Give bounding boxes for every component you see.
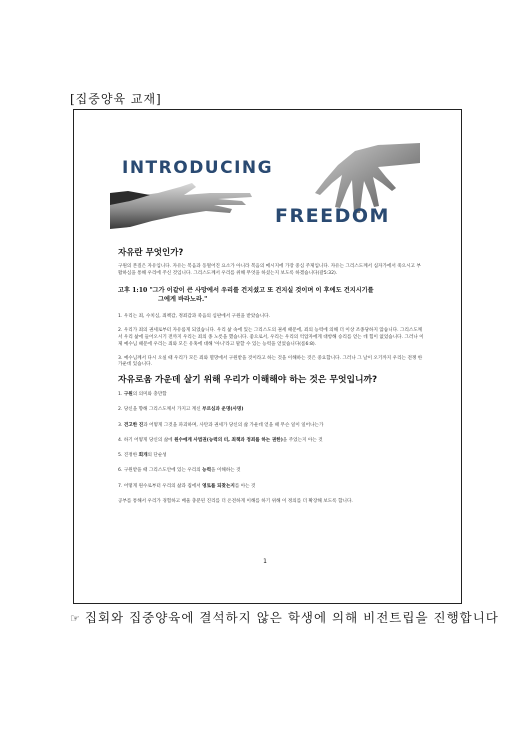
header-label: [집중양육 교재] <box>70 92 162 106</box>
content <box>118 250 424 513</box>
list-item: 6. 구원받을 때 그리스도안에 있는 우리의 능력을 이해하는 것 <box>118 468 241 474</box>
pointing-hand-icon: ☞ <box>70 612 81 625</box>
hero-title-freedom: FREEDOM <box>275 205 390 227</box>
list-item: 3. 예수님께서 다시 오실 때 우리가 모든 죄와 멸망에서 구원받을 것이라고 하는 것을 이해하는 것은 중요합니다. 그러나 그 날이 오기까지 우리는 전쟁 한가운데 있습니다. <box>118 355 423 368</box>
list-item: 3. 견고한 진과 어떻게 그것을 파괴하며, 사탄과 권세가 당신의 삶 가운데 얻을 때 무슨 일이 일어나는가 <box>118 422 324 428</box>
verse-line-2: 그에게 바라노라." <box>158 296 208 304</box>
list-item: 1. 구원의 의미와 충만함 <box>118 391 167 397</box>
section-heading-living-in-freedom: 자유로움 가운데 살기 위해 우리가 이해해야 하는 것은 무엇입니까? <box>118 375 378 386</box>
introducing-freedom-hero <box>110 135 420 245</box>
lower-hand-icon <box>110 183 252 229</box>
page-number: 1 <box>263 558 267 565</box>
list-item: 2. 우리가 죄의 권세로부터 자유롭게 되었습니다. 우리 삶 속에 있는 그리스도의 권세 때문에, 죄의 능력에 의해 더 이상 조종당하지 않습니다. 그리스도께서 우리 삶에 들어오시기 전까지 우리는 죄의 종 노릇을 했습니다. 좋으로서, 우리는 우리의 억압자에게 대항해 승리를 얻는 데 힘이 없었습니다. 그러나 이제 예수님 때문에 우리는 죄와 모든 유혹에 대해 '아니'라고 말할 수 있는 능력을 얻었습니다(롬6:8). <box>118 328 424 347</box>
list-item: 1. 우리는 죄, 수치심, 죄책감, 정죄감과 죽음의 심판에서 구원을 받았습니다. <box>118 314 271 320</box>
list-item: 4. 하기 어떻게 당신의 삶에 원수에게 사법권(능력의 터, 죄책과 정죄를 하는 권한)을 주었는지 아는 것 <box>118 437 323 443</box>
list-item: 2. 당신을 향해 그리스도께서 가지고 계신 부르심과 운명(사명) <box>118 407 244 413</box>
closing-paragraph: 공부를 통해서 우리가 경험하고 배울 충분된 진리를 더 온전하게 이해를 하기 위해 이 정의를 더 확장해 보도록 합니다. <box>118 499 353 505</box>
verse-quote <box>118 286 424 304</box>
list-item: 7. 어떻게 원수로부터 우리의 삶과 집에서 영토를 되찾는지를 아는 것 <box>118 483 256 489</box>
caption <box>70 608 499 626</box>
section-heading-what-is-freedom: 자유란 무엇인가? <box>118 248 184 258</box>
caption-text: 집회와 집중양육에 결석하지 않은 학생에 의해 비전트립을 진행합니다 <box>84 610 499 625</box>
upper-hand-icon <box>315 143 420 213</box>
list-item: 5. 진정한 회개의 단순성 <box>118 453 167 459</box>
verse-line-1: 고후 1:10 "그가 이같이 큰 사망에서 우리를 건지셨고 또 건지실 것이며 이 후에도 건지시기를 <box>118 287 374 295</box>
intro-paragraph: 구원의 본질은 자유입니다. 자유는 복음과 동떨어진 요소가 아니라 복음의 메시지에 가장 중심 주제입니다. 자유는 그리스도께서 십자가에서 죽으시고 부활하심을 통해 우리에 주신 것입니다. 그리스도께서 우리를 위해 무엇을 하셨는지 보도록 하겠습니다(갈5:32). <box>118 263 421 276</box>
hero-title-introducing: INTRODUCING <box>122 158 274 178</box>
